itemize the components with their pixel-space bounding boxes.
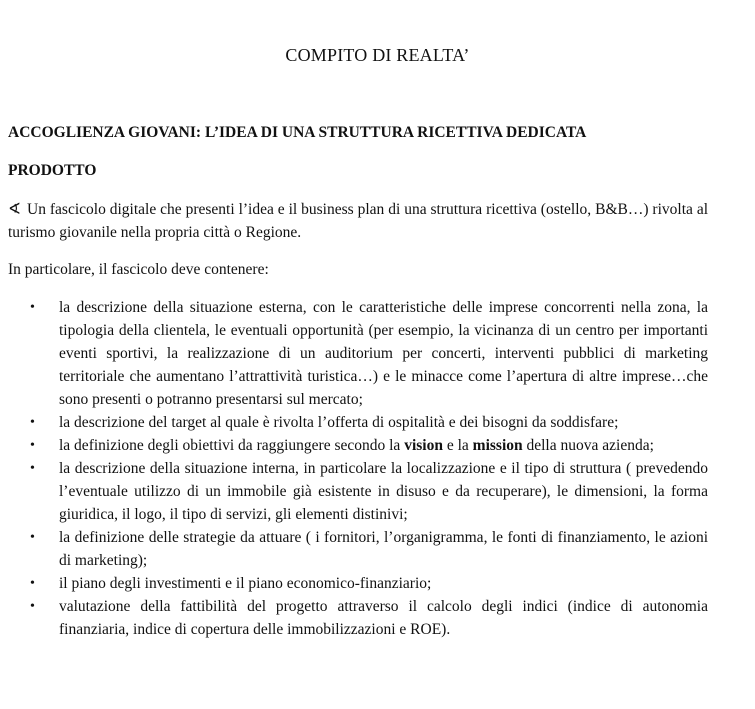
- list-item-text-after: della nuova azienda;: [522, 437, 654, 454]
- list-item: [0, 595, 708, 641]
- list-item: [0, 296, 708, 411]
- bullet-icon: •: [30, 300, 35, 315]
- intro-paragraph: In particolare, il fascicolo deve contenere:: [8, 261, 269, 278]
- bullet-icon: •: [30, 576, 35, 591]
- list-item-text: la definizione delle strategie da attuare ( i fornitori, l’organigramma, le fonti di finanziamento, le azioni di marketing);: [59, 529, 708, 569]
- list-item: [0, 434, 708, 457]
- bullet-icon: •: [30, 530, 35, 545]
- bullet-icon: •: [30, 438, 35, 453]
- list-item-text: la descrizione della situazione esterna, con le caratteristiche delle imprese concorrenti nella zona, la tipologia della clientela, le eventuali opportunità (per esempio, la vicinanza di un centro per importanti eventi sportivi, la realizzazione di un auditorium per concerti, interventi pubblici di marketing territoriale che aumentano l’attrattività turistica…) e le minacce come l’apertura di altre imprese…che sono presenti o potranno presentarsi sul mercato;: [59, 299, 708, 408]
- product-heading: PRODOTTO: [8, 162, 97, 179]
- bullet-icon: •: [30, 415, 35, 430]
- list-item-text-middle: e la: [442, 437, 473, 454]
- list-item-text-before: la definizione degli obiettivi da raggiungere secondo la: [59, 437, 405, 454]
- product-description: [8, 198, 708, 244]
- arrow-bullet-icon: ∢: [8, 201, 21, 218]
- bullet-icon: •: [30, 461, 35, 476]
- list-item-text: la descrizione del target al quale è rivolta l’offerta di ospitalità e dei bisogni da soddisfare;: [59, 414, 619, 431]
- document-title: COMPITO DI REALTA’: [285, 45, 470, 65]
- main-heading: ACCOGLIENZA GIOVANI: L’IDEA DI UNA STRUTTURA RICETTIVA DEDICATA: [8, 124, 587, 141]
- bullet-icon: •: [30, 599, 35, 614]
- mission-keyword: mission: [472, 437, 523, 454]
- list-item: [0, 457, 708, 526]
- list-item-text: la descrizione della situazione interna, in particolare la localizzazione e il tipo di struttura ( prevedendo l’eventuale utilizzo di un immobile già esistente in disuso e da recuperare), le dimensioni, la forma giuridica, il logo, il tipo di servizi, gli elementi distinivi;: [59, 460, 708, 523]
- list-item-text: valutazione della fattibilità del progetto attraverso il calcolo degli indici (indice di autonomia finanziaria, indice di copertura delle immobilizzazioni e ROE).: [59, 598, 708, 638]
- vision-keyword: vision: [404, 437, 443, 454]
- list-item: [0, 526, 708, 572]
- list-item-text: il piano degli investimenti e il piano economico-finanziario;: [59, 575, 432, 592]
- list-item: [0, 411, 708, 434]
- requirements-list: [0, 296, 708, 641]
- product-description-text: Un fascicolo digitale che presenti l’idea e il business plan di una struttura ricettiva (ostello, B&B…) rivolta al turismo giovanile nella propria città o Regione.: [8, 201, 708, 241]
- list-item: [0, 572, 708, 595]
